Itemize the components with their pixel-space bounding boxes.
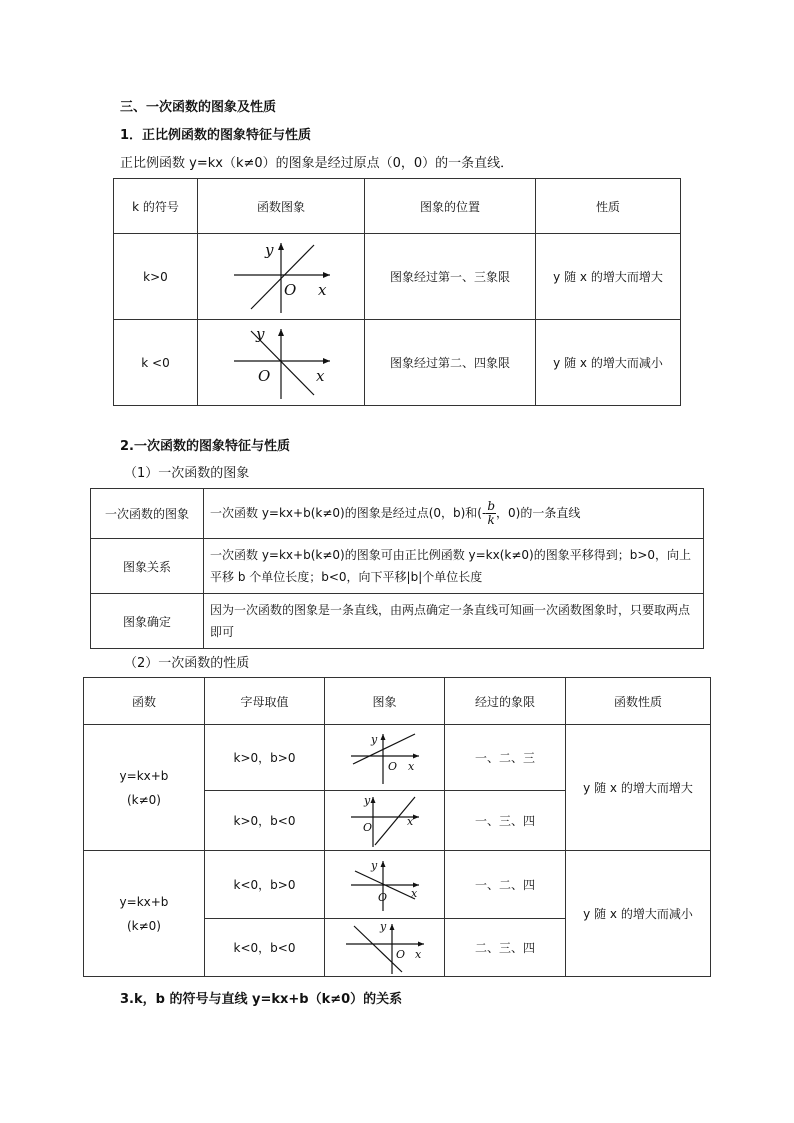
part-2-title: （2）一次函数的性质: [124, 656, 250, 671]
graph-k-neg-b-pos: [325, 851, 445, 919]
header-graph2: 图象: [325, 678, 445, 725]
cond-k-pos-b-neg: k>0，b<0: [205, 791, 325, 851]
property-increasing: y 随 x 的增大而增大: [566, 725, 711, 851]
quad-k-pos-b-pos: 一、二、三: [445, 725, 566, 791]
svg-text:x: x: [318, 280, 327, 299]
header-func-property: 函数性质: [566, 678, 711, 725]
cond-k-neg-b-neg: k<0，b<0: [205, 919, 325, 977]
header-position: 图象的位置: [365, 179, 536, 234]
cond-k-pos-b-pos: k>0，b>0: [205, 725, 325, 791]
cond-k-neg-b-pos: k<0，b>0: [205, 851, 325, 919]
row-k-negative-property: y 随 x 的增大而减小: [536, 320, 681, 406]
svg-text:y: y: [370, 732, 377, 746]
svg-text:y: y: [256, 324, 265, 343]
svg-text:x: x: [406, 814, 413, 828]
property-decreasing: y 随 x 的增大而减小: [566, 851, 711, 977]
graph-k-neg-b-neg: [325, 919, 445, 977]
header-property: 性质: [536, 179, 681, 234]
label-graph-relation: 图象关系: [91, 539, 204, 594]
linear-graph-table: [90, 488, 704, 649]
quad-k-neg-b-pos: 一、二、四: [445, 851, 566, 919]
func-decreasing: y=kx+b (k≠0): [84, 851, 205, 977]
svg-text:x: x: [410, 886, 417, 900]
text-graph-determination: 因为一次函数的图象是一条直线，由两点确定一条直线可知画一次函数图象时，只要取两点即可: [204, 594, 704, 649]
part-1-title: （1）一次函数的图象: [124, 466, 250, 481]
header-quadrants: 经过的象限: [445, 678, 566, 725]
svg-text:y: y: [379, 919, 386, 933]
svg-text:x: x: [407, 759, 414, 773]
text-linear-graph: 一次函数 y=kx+b(k≠0)的图象是经过点(0，b)和(- $\frac{b}{k}$ ，0)的一条直线: [204, 489, 704, 539]
header-values: 字母取值: [205, 678, 325, 725]
row-k-positive-sign: k>0: [114, 234, 198, 320]
svg-text:O: O: [258, 366, 271, 385]
row-k-negative-sign: k <0: [114, 320, 198, 406]
subsection-1-title: 1．正比例函数的图象特征与性质: [120, 128, 312, 143]
header-k-sign: k 的符号: [114, 179, 198, 234]
svg-text:O: O: [395, 947, 405, 961]
svg-text:O: O: [362, 820, 372, 834]
svg-text:O: O: [377, 890, 387, 904]
proportional-function-table: [113, 178, 681, 406]
header-graph: 函数图象: [198, 179, 365, 234]
subsection-2-title: 2.一次函数的图象特征与性质: [120, 439, 290, 454]
text-graph-relation: 一次函数 y=kx+b(k≠0)的图象可由正比例函数 y=kx(k≠0)的图象平移得到；b>0，向上平移 b 个单位长度；b<0，向下平移|b|个单位长度: [204, 539, 704, 594]
header-function: 函数: [84, 678, 205, 725]
linear-property-table: [83, 677, 711, 977]
graph-k-pos-b-neg: [325, 791, 445, 851]
svg-text:x: x: [414, 947, 421, 961]
label-linear-graph: 一次函数的图象: [91, 489, 204, 539]
graph-k-negative: [198, 320, 365, 406]
svg-text:O: O: [387, 759, 397, 773]
section-title: 三、一次函数的图象及性质: [120, 100, 277, 115]
svg-text:O: O: [284, 280, 297, 299]
row-k-negative-position: 图象经过第二、四象限: [365, 320, 536, 406]
svg-text:x: x: [316, 366, 325, 385]
graph-k-positive: [198, 234, 365, 320]
svg-text:y: y: [265, 240, 274, 259]
svg-text:y: y: [370, 858, 377, 872]
subsection-1-intro: 正比例函数 y=kx（k≠0）的图象是经过原点（0，0）的一条直线．: [120, 156, 514, 171]
svg-text:y: y: [363, 793, 370, 807]
subsection-3-title: 3.k，b 的符号与直线 y=kx+b（k≠0）的关系: [120, 992, 403, 1007]
quad-k-pos-b-neg: 一、三、四: [445, 791, 566, 851]
row-k-positive-position: 图象经过第一、三象限: [365, 234, 536, 320]
row-k-positive-property: y 随 x 的增大而增大: [536, 234, 681, 320]
graph-k-pos-b-pos: [325, 725, 445, 791]
quad-k-neg-b-neg: 二、三、四: [445, 919, 566, 977]
func-increasing: y=kx+b (k≠0): [84, 725, 205, 851]
label-graph-determination: 图象确定: [91, 594, 204, 649]
